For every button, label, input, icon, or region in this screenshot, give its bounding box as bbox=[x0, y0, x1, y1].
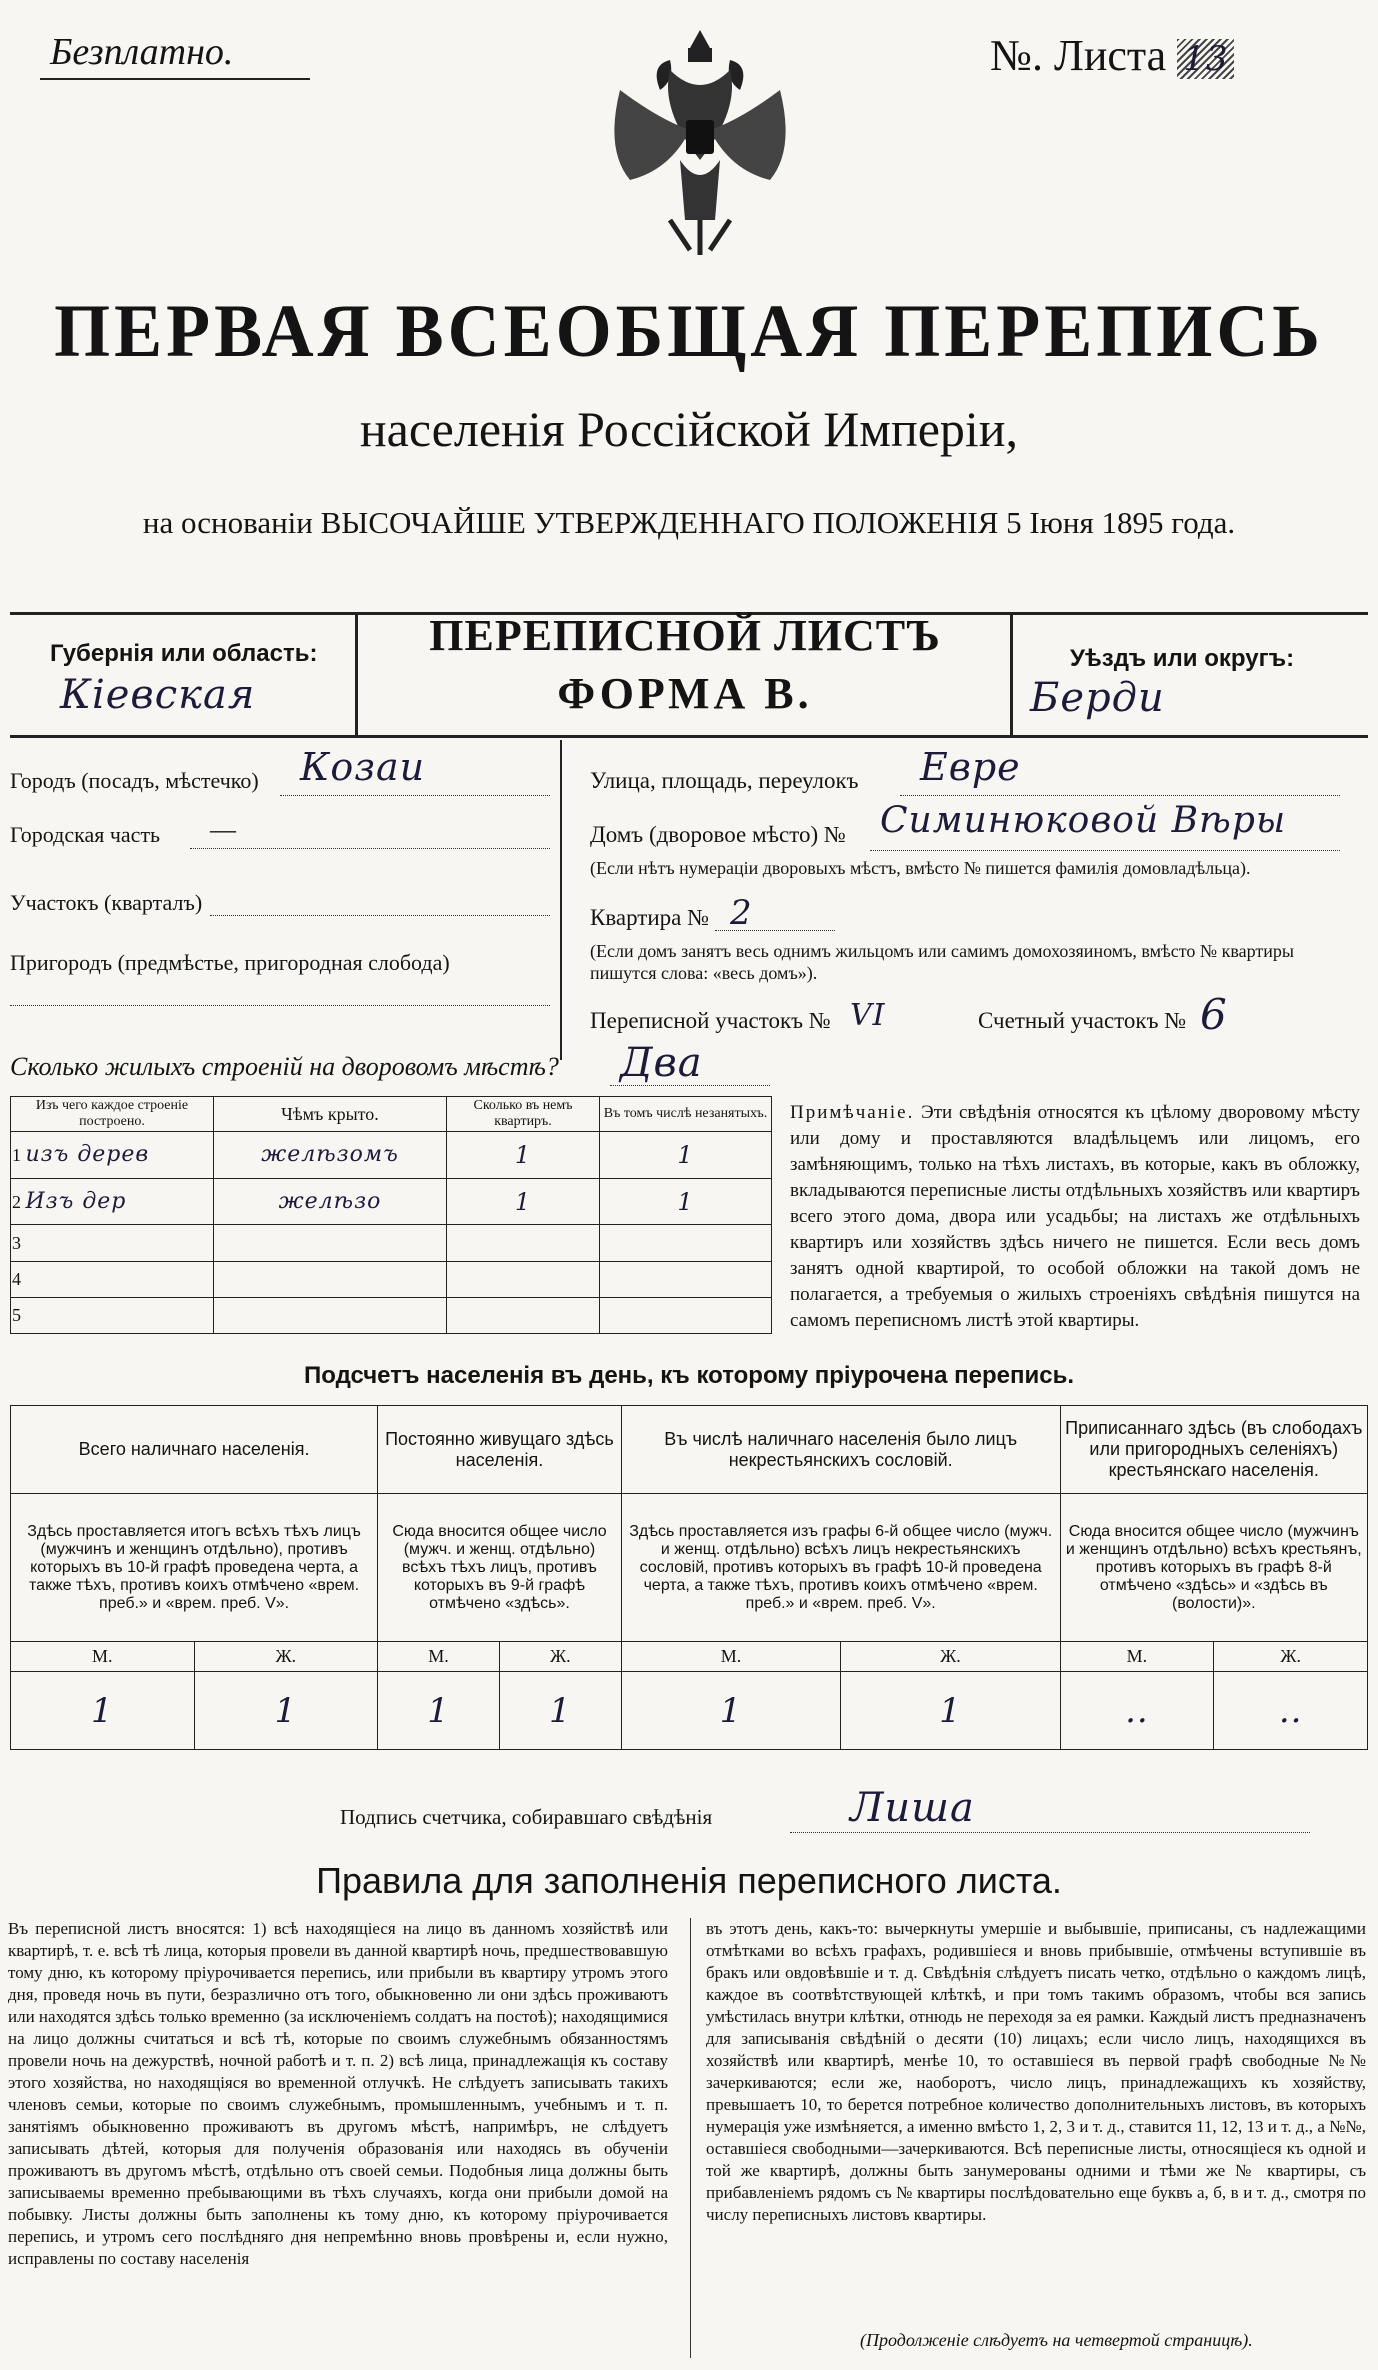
population-table bbox=[10, 1405, 1368, 1750]
pop-col-nonpeasant-desc: Здѣсь проставляется изъ графы 6-й общее число (мужч. и женщ. отдѣльно) всѣхъ лицъ некрестьянскихъ сословій, противъ которыхъ въ графѣ 10-й проведена черта, а также тѣхъ, противъ коихъ отмѣчено «врем. преб.» и «врем. преб. V». bbox=[621, 1494, 1060, 1642]
census-area-value: VI bbox=[850, 998, 886, 1033]
row-apts: 1 bbox=[447, 1178, 600, 1225]
row-apts: 1 bbox=[447, 1132, 600, 1179]
sheet-number: 13 bbox=[1177, 39, 1234, 79]
pop-permanent-f: 1 bbox=[499, 1672, 621, 1750]
gubernia-label: Губернія или область: bbox=[50, 640, 318, 667]
buildings-col-vacant: Въ томъ числѣ незанятыхъ. bbox=[600, 1097, 772, 1132]
precinct-label: Участокъ (кварталъ) bbox=[10, 890, 203, 915]
form-main-title: ПЕРВАЯ ВСЕОБЩАЯ ПЕРЕПИСЬ bbox=[54, 288, 1324, 373]
precinct-line bbox=[210, 915, 550, 916]
pop-m-label: М. bbox=[378, 1642, 500, 1672]
buildings-question: Сколько жилыхъ строеній на дворовомъ мѣстѣ? bbox=[10, 1052, 559, 1081]
pop-f-label: Ж. bbox=[841, 1642, 1060, 1672]
row-roof: желѣзо bbox=[214, 1178, 447, 1225]
count-area-value: 6 bbox=[1200, 990, 1228, 1039]
house-label: Домъ (дворовое мѣсто) № bbox=[590, 822, 846, 847]
buildings-answer: Два bbox=[620, 1040, 703, 1086]
rules-left-column: Въ переписной листъ вносятся: 1) всѣ находящіеся на лицо въ данномъ хозяйствѣ или квартирѣ, т. е. всѣ тѣ лица, которыя провели въ данной квартирѣ ночь, предшествовавшую тому дню, къ которому пріурочивается перепись, или прибыли въ квартиру утромъ этого дня, проведя ночь въ пути, безразлично отъ того, обыкновенно ли они здѣсь проживаютъ или находятся здѣсь только временно (за исключеніемъ солдатъ на постоѣ); находящимися на лицо должны считаться и всѣ тѣ, которые по своимъ служебнымъ обязанностямъ провели ночь на дежурствѣ, ночной работѣ и т. п. 2) всѣ лица, принадлежащія къ составу этого хозяйства, но находящіяся во временной отлучкѣ. Не слѣдуетъ записывать такихъ членовъ семьи, которые по своимъ служебнымъ, промышленнымъ, учебнымъ и т. п. занятіямъ обыкновенно проживаютъ въ другомъ мѣстѣ, напримѣръ, не слѣдуетъ записывать дѣтей, которыя для полученія образованія или находясь въ обученіи проживаютъ въ другомъ мѣстѣ, отдѣльно отъ своей семьи. Подобныя лица должны быть записываемы временно пребывающими въ тѣхъ случаяхъ, когда они прибыли домой на побывку. Листы должны быть заполнены къ тому дню, къ которому пріурочивается перепись, и утромъ сего послѣдняго дня непремѣнно вновь провѣрены и, если нужно, исправлены по составу населенія bbox=[8, 1919, 668, 2268]
pop-f-label: Ж. bbox=[1214, 1642, 1368, 1672]
city-line bbox=[280, 795, 550, 796]
rules-divider bbox=[690, 1918, 691, 2358]
table-row bbox=[11, 1132, 772, 1179]
buildings-table bbox=[10, 1096, 772, 1334]
row-vacant: 1 bbox=[600, 1132, 772, 1179]
row-number: 1 bbox=[12, 1145, 21, 1166]
double-headed-eagle-emblem bbox=[600, 20, 800, 270]
pop-f-label: Ж. bbox=[194, 1642, 378, 1672]
house-value: Симинюковой Вѣры bbox=[880, 800, 1287, 841]
free-underline bbox=[40, 78, 310, 80]
rules-continued: (Продолженіе слѣдуетъ на четвертой страницѣ). bbox=[860, 2330, 1253, 2350]
form-sheet-title: ПЕРЕПИСНОЙ ЛИСТЪ bbox=[429, 611, 941, 660]
form-subtitle: населенія Россійской Имперіи, bbox=[359, 401, 1019, 457]
street-value: Евре bbox=[920, 745, 1021, 789]
rules-right-column: въ этотъ день, какъ-то: вычеркнуты умершіе и выбывшіе, приписаны, съ надлежащими отмѣтками во всѣхъ графахъ, родившіеся и вновь прибывшіе, отмѣчены вступившіе въ бракъ или овдовѣвшіе и т. д. Свѣдѣнія слѣдуетъ писать четко, отдѣльно о каждомъ лицѣ, каждое въ соотвѣтствующей клѣткѣ, и при томъ такимъ образомъ, чтобы вся запись умѣстилась внутри клѣтки, отнюдь не переходя за ея рамки. Каждый листъ предназначенъ для записыванія свѣдѣній о десяти (10) лицахъ; если число лицъ, находящихся въ хозяйствѣ или квартирѣ, менѣе 10, то оставшіеся въ первой графѣ свободные №№ зачеркиваются; если же, наоборотъ, число лицъ, принадлежащихъ къ хозяйству, превышаетъ 10, то берется потребное количество дополнительныхъ листовъ, въ которыхъ нумерація уже измѣняется, а именно вмѣсто 1, 2, 3 и т. д., ставится 11, 12, 13 и т. д., а №№, оставшіеся свободными—зачеркиваются. Всѣ переписные листы, относящіеся къ одной и той же квартирѣ, должны быть занумерованы одними и тѣми же № квартиры, съ прибавленіемъ рядомъ съ № квартиры послѣдовательно еще буквъ а, б, в и т. д., смотря по числу переписныхъ листовъ квартиры. bbox=[706, 1919, 1366, 2224]
suburb-label: Пригородъ (предмѣстье, пригородная слобода) bbox=[10, 950, 450, 975]
city-value: Козаи bbox=[300, 745, 426, 789]
pop-f-label: Ж. bbox=[499, 1642, 621, 1672]
street-label: Улица, площадь, переулокъ bbox=[590, 768, 859, 793]
house-note: (Если нѣтъ нумераціи дворовыхъ мѣстъ, вмѣсто № пишется фамилія домовладѣльца). bbox=[590, 858, 1251, 878]
region-divider-left bbox=[355, 612, 358, 735]
uezd-value: Берди bbox=[1030, 675, 1165, 721]
street-line bbox=[900, 795, 1340, 796]
table-row bbox=[11, 1261, 772, 1297]
pop-col-total-desc: Здѣсь проставляется итогъ всѣхъ тѣхъ лицъ (мужчинъ и женщинъ отдѣльно), противъ которыхъ въ 10-й графѣ проведена черта, а также тѣхъ, противъ коихъ отмѣчено «врем. преб.» и «врем. преб. V». bbox=[11, 1494, 378, 1642]
population-title: Подсчетъ населенія въ день, къ которому пріурочена перепись. bbox=[304, 1362, 1074, 1389]
buildings-col-roof: Чѣмъ крыто. bbox=[214, 1097, 447, 1132]
pop-m-label: М. bbox=[11, 1642, 195, 1672]
apartment-label: Квартира № bbox=[590, 905, 710, 930]
row-number: 2 bbox=[12, 1192, 21, 1213]
pop-col-total-head: Всего наличнаго населенія. bbox=[11, 1406, 378, 1494]
row-number: 5 bbox=[11, 1297, 214, 1333]
signature-line bbox=[790, 1832, 1310, 1833]
signature-value: Лиша bbox=[850, 1785, 975, 1831]
pop-col-permanent-desc: Сюда вносится общее число (мужч. и женщ. отдѣльно) всѣхъ тѣхъ лицъ, противъ которыхъ въ 9-й графѣ отмѣчено «здѣсь». bbox=[378, 1494, 622, 1642]
row-material: изъ дерев bbox=[25, 1142, 150, 1168]
pop-total-m: 1 bbox=[11, 1672, 195, 1750]
buildings-answer-line bbox=[610, 1085, 770, 1086]
buildings-note-label: Примѣчаніе. bbox=[790, 1102, 915, 1123]
pop-m-label: М. bbox=[1060, 1642, 1214, 1672]
pop-peasant-m: .. bbox=[1060, 1672, 1214, 1750]
pop-total-f: 1 bbox=[194, 1672, 378, 1750]
sheet-label: №. Листа bbox=[990, 31, 1167, 80]
buildings-note-text: Эти свѣдѣнія относятся къ цѣлому дворовому мѣсту или дому и проставляются владѣльцемъ или лицомъ, его замѣняющимъ, только на тѣхъ листахъ, въ которые, какъ въ обложку, вкладываются переписные листы отдѣльныхъ хозяйствъ или квартиръ всего этого дома, двора или усадьбы; на листахъ же отдѣльныхъ квартиръ или хозяйствъ здѣсь ничего не пишется. Если весь домъ занятъ одной квартирой, то особой обложки на такой домъ не полагается, а требуемыя о жилыхъ строеніяхъ свѣдѣнія пишутся на самомъ переписномъ листѣ этой квартиры. bbox=[790, 1102, 1361, 1331]
row-roof: желѣзомъ bbox=[214, 1132, 447, 1179]
buildings-col-material: Изъ чего каждое строеніе построено. bbox=[11, 1097, 214, 1132]
city-part-value: — bbox=[210, 815, 236, 844]
count-area-label: Счетный участокъ № bbox=[978, 1008, 1187, 1033]
pop-nonpeasant-m: 1 bbox=[621, 1672, 840, 1750]
city-part-label: Городская часть bbox=[10, 822, 161, 847]
apartment-note: (Если домъ занятъ весь однимъ жильцомъ или самимъ домохозяиномъ, вмѣсто № квартиры пишутся слова: «весь домъ»). bbox=[590, 941, 1294, 983]
signature-label: Подпись счетчика, собиравшаго свѣдѣнія bbox=[340, 1805, 713, 1829]
row-material: Изъ дер bbox=[25, 1189, 127, 1215]
row-number: 4 bbox=[11, 1261, 214, 1297]
address-divider bbox=[560, 740, 562, 1060]
form-name: ФОРМА В. bbox=[557, 669, 813, 718]
region-divider-right bbox=[1010, 612, 1013, 735]
population-values-row bbox=[11, 1672, 1368, 1750]
pop-permanent-m: 1 bbox=[378, 1672, 500, 1750]
form-basis: на основаніи ВЫСОЧАЙШЕ УТВЕРЖДЕННАГО ПОЛОЖЕНІЯ 5 Іюня 1895 года. bbox=[142, 505, 1236, 540]
apartment-value: 2 bbox=[730, 893, 753, 933]
pop-nonpeasant-f: 1 bbox=[841, 1672, 1060, 1750]
buildings-note bbox=[790, 1100, 1360, 1334]
sheet-number-block bbox=[990, 30, 1234, 81]
table-row bbox=[11, 1225, 772, 1261]
pop-col-peasant-desc: Сюда вносится общее число (мужчинъ и женщинъ отдѣльно) всѣхъ крестьянъ, противъ которыхъ въ графѣ 8-й отмѣчено «здѣсь» и «здѣсь въ (волости)». bbox=[1060, 1494, 1367, 1642]
row-number: 3 bbox=[11, 1225, 214, 1261]
city-label: Городъ (посадъ, мѣстечко) bbox=[10, 768, 259, 793]
city-part-line bbox=[190, 848, 550, 849]
uezd-label: Уѣздъ или округъ: bbox=[1070, 645, 1295, 672]
rules-title: Правила для заполненія переписного листа. bbox=[316, 1860, 1062, 1901]
pop-col-nonpeasant-head: Въ числѣ наличнаго населенія было лицъ некрестьянскихъ сословій. bbox=[621, 1406, 1060, 1494]
table-row bbox=[11, 1178, 772, 1225]
pop-col-permanent-head: Постоянно живущаго здѣсь населенія. bbox=[378, 1406, 622, 1494]
suburb-line bbox=[10, 1005, 550, 1006]
buildings-col-apts: Сколько въ немъ квартиръ. bbox=[447, 1097, 600, 1132]
pop-col-peasant-head: Приписаннаго здѣсь (въ слободахъ или пригородныхъ селеніяхъ) крестьянскаго населенія. bbox=[1060, 1406, 1367, 1494]
free-label: Безплатно. bbox=[50, 31, 234, 73]
table-row bbox=[11, 1297, 772, 1333]
pop-m-label: М. bbox=[621, 1642, 840, 1672]
gubernia-value: Кіевская bbox=[60, 672, 256, 718]
row-vacant: 1 bbox=[600, 1178, 772, 1225]
apartment-line bbox=[715, 930, 835, 931]
census-area-label: Переписной участокъ № bbox=[590, 1008, 831, 1033]
house-line bbox=[870, 850, 1340, 851]
pop-peasant-f: .. bbox=[1214, 1672, 1368, 1750]
